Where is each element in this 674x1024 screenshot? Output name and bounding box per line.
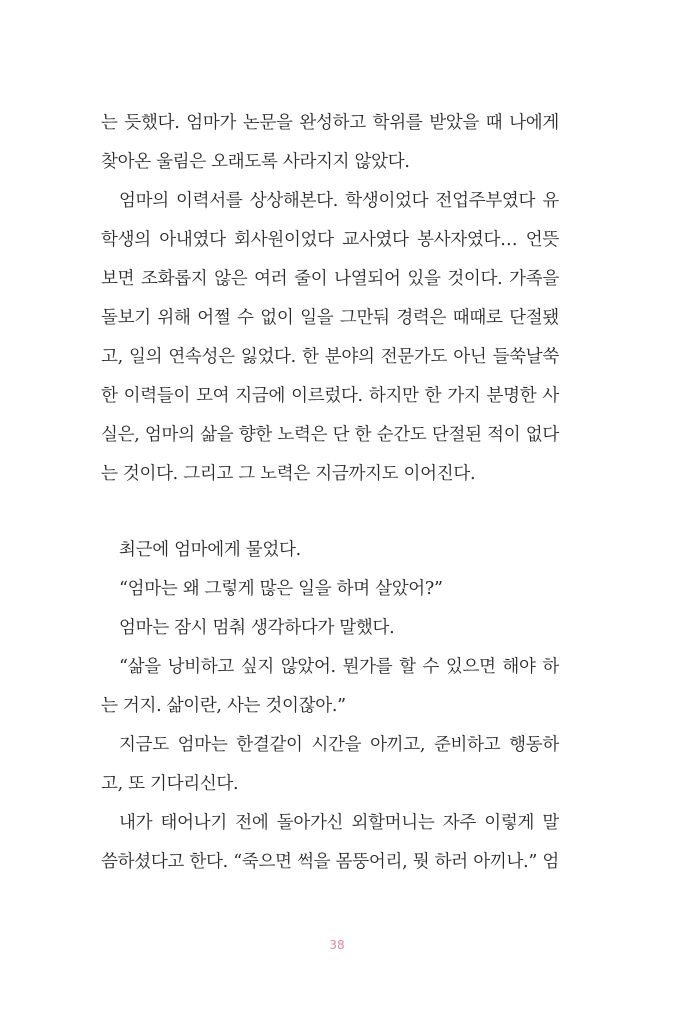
text-line: “엄마는 왜 그렇게 많은 일을 하며 살았어?” [119, 579, 443, 599]
text-line: 학생의 아내였다 회사원이었다 교사였다 봉사자였다… 언뜻 [101, 230, 559, 250]
text-line: 는 듯했다. 엄마가 논문을 완성하고 학위를 받았을 때 나에게 [101, 113, 559, 133]
text-line: 는 것이다. 그리고 그 노력은 지금까지도 이어진다. [101, 464, 476, 484]
text-line: “삶을 낭비하고 싶지 않았어. 뭔가를 할 수 있으면 해야 하 [119, 657, 559, 677]
text-line: 돌보기 위해 어쩔 수 없이 일을 그만둬 경력은 때때로 단절됐 [101, 308, 559, 328]
text-line: 실은, 엄마의 삶을 향한 노력은 단 한 순간도 단절된 적이 없다 [101, 425, 559, 445]
text-line: 씀하셨다고 한다. “죽으면 썩을 몸뚱어리, 뭣 하러 아끼나.” 엄 [101, 852, 559, 872]
text-line: 최근에 엄마에게 물었다. [119, 540, 301, 560]
text-line: 엄마는 잠시 멈춰 생각하다가 말했다. [119, 618, 395, 638]
body-text [101, 104, 559, 882]
text-line: 한 이력들이 모여 지금에 이르렀다. 하지만 한 가지 분명한 사 [101, 386, 559, 406]
text-line: 는 거지. 삶이란, 사는 것이잖아.” [101, 696, 346, 716]
text-line: 엄마의 이력서를 상상해본다. 학생이었다 전업주부였다 유 [119, 191, 559, 211]
page-number: 38 [329, 938, 345, 952]
section-break [101, 494, 559, 531]
text-line: 고, 일의 연속성은 잃었다. 한 분야의 전문가도 아닌 들쑥날쑥 [101, 347, 559, 367]
text-line: 찾아온 울림은 오래도록 사라지지 않았다. [101, 152, 410, 172]
text-line: 보면 조화롭지 않은 여러 줄이 나열되어 있을 것이다. 가족을 [101, 269, 559, 289]
text-line: 지금도 엄마는 한결같이 시간을 아끼고, 준비하고 행동하 [119, 735, 559, 755]
text-line: 고, 또 기다리신다. [101, 774, 239, 794]
text-line: 내가 태어나기 전에 돌아가신 외할머니는 자주 이렇게 말 [119, 813, 559, 833]
